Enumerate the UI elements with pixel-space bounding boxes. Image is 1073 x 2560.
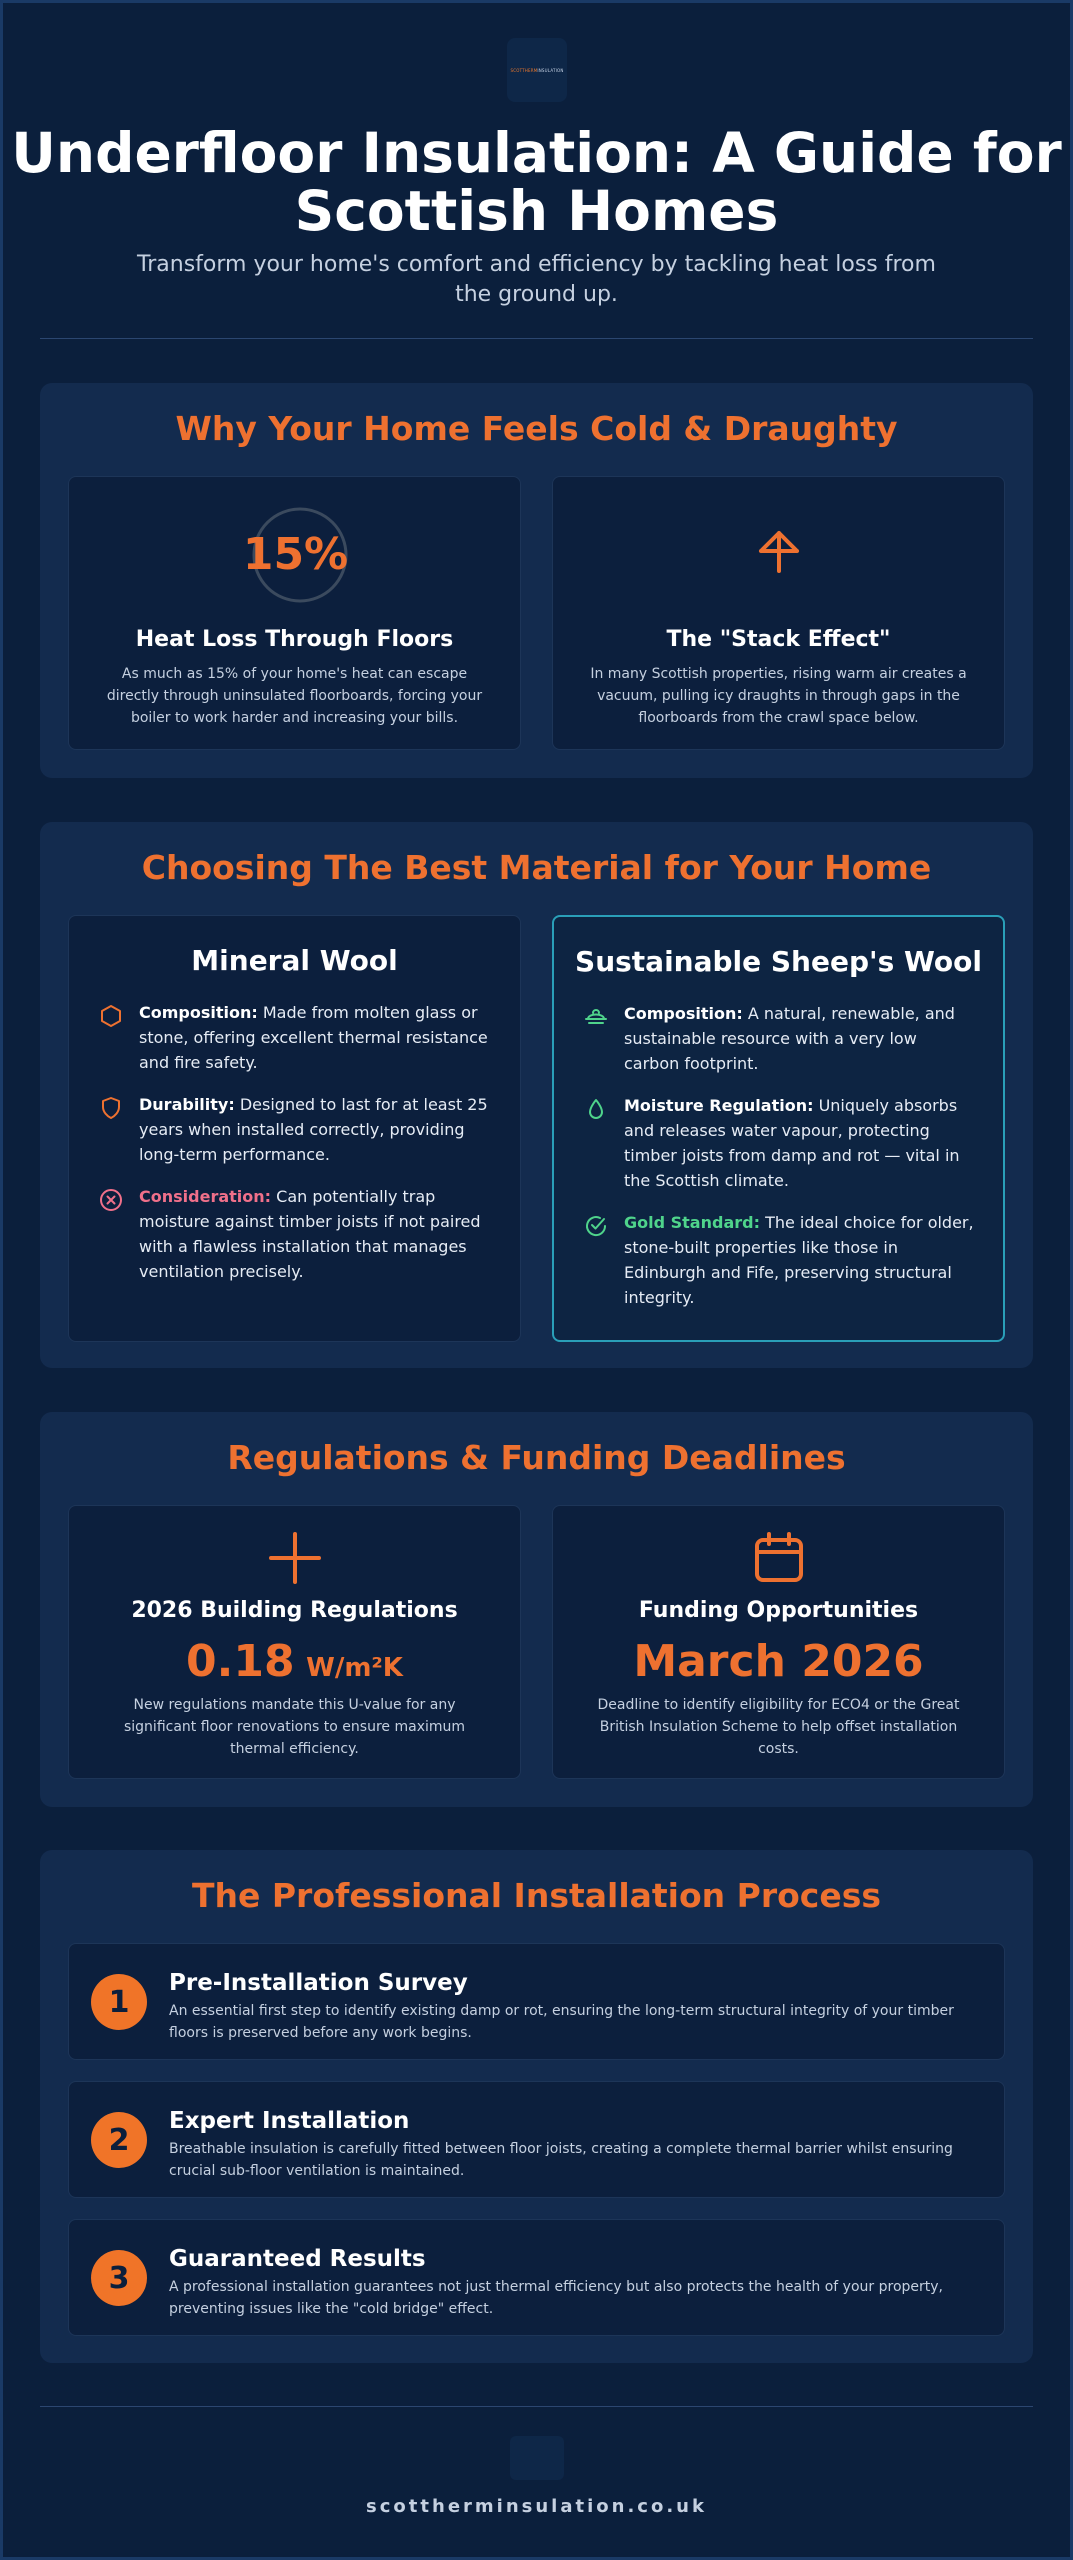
droplet-icon <box>584 1097 608 1121</box>
step-title: Expert Installation <box>169 2108 410 2134</box>
page-title: Underfloor Insulation: A Guide for Scottish Homes <box>11 121 1062 243</box>
section-title: Regulations & Funding Deadlines <box>227 1438 846 1477</box>
card-title: Sustainable Sheep's Wool <box>575 945 982 978</box>
step-number-badge: 3 <box>91 2250 147 2306</box>
divider <box>40 2406 1033 2407</box>
plus-icon <box>269 1532 321 1584</box>
step-title: Pre-Installation Survey <box>169 1970 468 1996</box>
heat-loss-card <box>68 476 521 750</box>
card-title: Mineral Wool <box>191 944 398 977</box>
section-title: Choosing The Best Material for Your Home <box>141 848 932 887</box>
step-description: An essential first step to identify existing damp or rot, ensuring the long-term structural integrity of your timber floors is preserved before any work begins. <box>169 2003 954 2041</box>
sheeps-wool-card <box>552 915 1005 1342</box>
card-title: Heat Loss Through Floors <box>135 627 454 652</box>
u-value-stat: 0.18 W/m²K <box>186 1636 403 1687</box>
card-description: As much as 15% of your home's heat can escape directly through uninsulated floorboards, forcing your boiler to work harder and increasing your bills. <box>106 666 483 726</box>
material-section <box>40 822 1033 1368</box>
step-number-badge: 1 <box>91 1974 147 2030</box>
shield-icon <box>99 1096 123 1120</box>
x-circle-icon <box>99 1188 123 1212</box>
step-description: Breathable insulation is carefully fitted between floor joists, creating a complete thermal barrier whilst ensuring crucial sub-floor ventilation is maintained. <box>169 2141 953 2179</box>
material-feature-text: Composition: Made from molten glass or stone, offering excellent thermal resistance and fire safety. <box>139 1003 488 1072</box>
footer-url[interactable]: scottherminsulation.co.uk <box>366 2496 707 2517</box>
process-step <box>68 1943 1005 2060</box>
section-title: Why Your Home Feels Cold & Draughty <box>175 409 898 448</box>
material-feature-text: Composition: A natural, renewable, and sustainable resource with a very low carbon footprint. <box>624 1004 955 1073</box>
wool-icon <box>584 1005 608 1029</box>
why-cold-section <box>40 383 1033 778</box>
material-feature <box>584 1210 977 1310</box>
step-title: Guaranteed Results <box>169 2246 426 2272</box>
deadline-stat: March 2026 <box>633 1636 924 1687</box>
step-description: A professional installation guarantees not just thermal efficiency but also protects the health of your property, preventing issues like the "cold bridge" effect. <box>169 2279 943 2317</box>
material-feature <box>99 1000 494 1075</box>
hexagon-icon <box>99 1004 123 1028</box>
footer-logo[interactable] <box>510 2436 564 2480</box>
card-title: 2026 Building Regulations <box>131 1598 458 1623</box>
check-circle-icon <box>584 1214 608 1238</box>
regulations-section <box>40 1412 1033 1807</box>
material-feature-text: Durability: Designed to last for at least 25 years when installed correctly, providing long-term performance. <box>139 1095 488 1164</box>
divider <box>40 338 1033 339</box>
card-description: In many Scottish properties, rising warm air creates a vacuum, pulling icy draughts in through gaps in the floorboards from the crawl space below. <box>590 666 967 726</box>
step-number-badge: 2 <box>91 2112 147 2168</box>
card-title: Funding Opportunities <box>638 1598 919 1623</box>
funding-card <box>552 1505 1005 1779</box>
material-feature <box>99 1184 494 1284</box>
building-regs-card <box>68 1505 521 1779</box>
page-subtitle: Transform your home's comfort and efficiency by tackling heat loss from the ground up. <box>137 252 936 307</box>
brand-logo-text: SCOTTHERMINSULATION <box>510 67 564 73</box>
process-step <box>68 2081 1005 2198</box>
material-feature <box>99 1092 494 1167</box>
mineral-wool-card <box>68 915 521 1342</box>
material-feature-text: Gold Standard: The ideal choice for older, stone-built properties like those in Edinburgh and Fife, preserving structural integrity. <box>624 1213 974 1307</box>
material-feature <box>584 1001 977 1076</box>
card-description: New regulations mandate this U-value for any significant floor renovations to ensure maximum thermal efficiency. <box>123 1697 466 1757</box>
card-description: Deadline to identify eligibility for ECO4 or the Great British Insulation Scheme to help offset installation costs. <box>597 1697 960 1757</box>
process-section <box>40 1850 1033 2363</box>
brand-logo[interactable] <box>507 38 567 102</box>
material-feature <box>584 1093 977 1193</box>
section-title: The Professional Installation Process <box>191 1876 882 1915</box>
process-step <box>68 2219 1005 2336</box>
material-feature-text: Moisture Regulation: Uniquely absorbs and releases water vapour, protecting timber joists from damp and rot — vital in the Scottish climate. <box>624 1096 960 1190</box>
rising-arrow-icon <box>755 527 803 575</box>
calendar-icon <box>753 1532 805 1584</box>
heat-loss-stat: 15% <box>242 529 349 580</box>
material-feature-text: Consideration: Can potentially trap moisture against timber joists if not paired with a flawless installation that manages ventilation precisely. <box>139 1187 481 1281</box>
stack-effect-card <box>552 476 1005 750</box>
card-title: The "Stack Effect" <box>666 627 891 652</box>
